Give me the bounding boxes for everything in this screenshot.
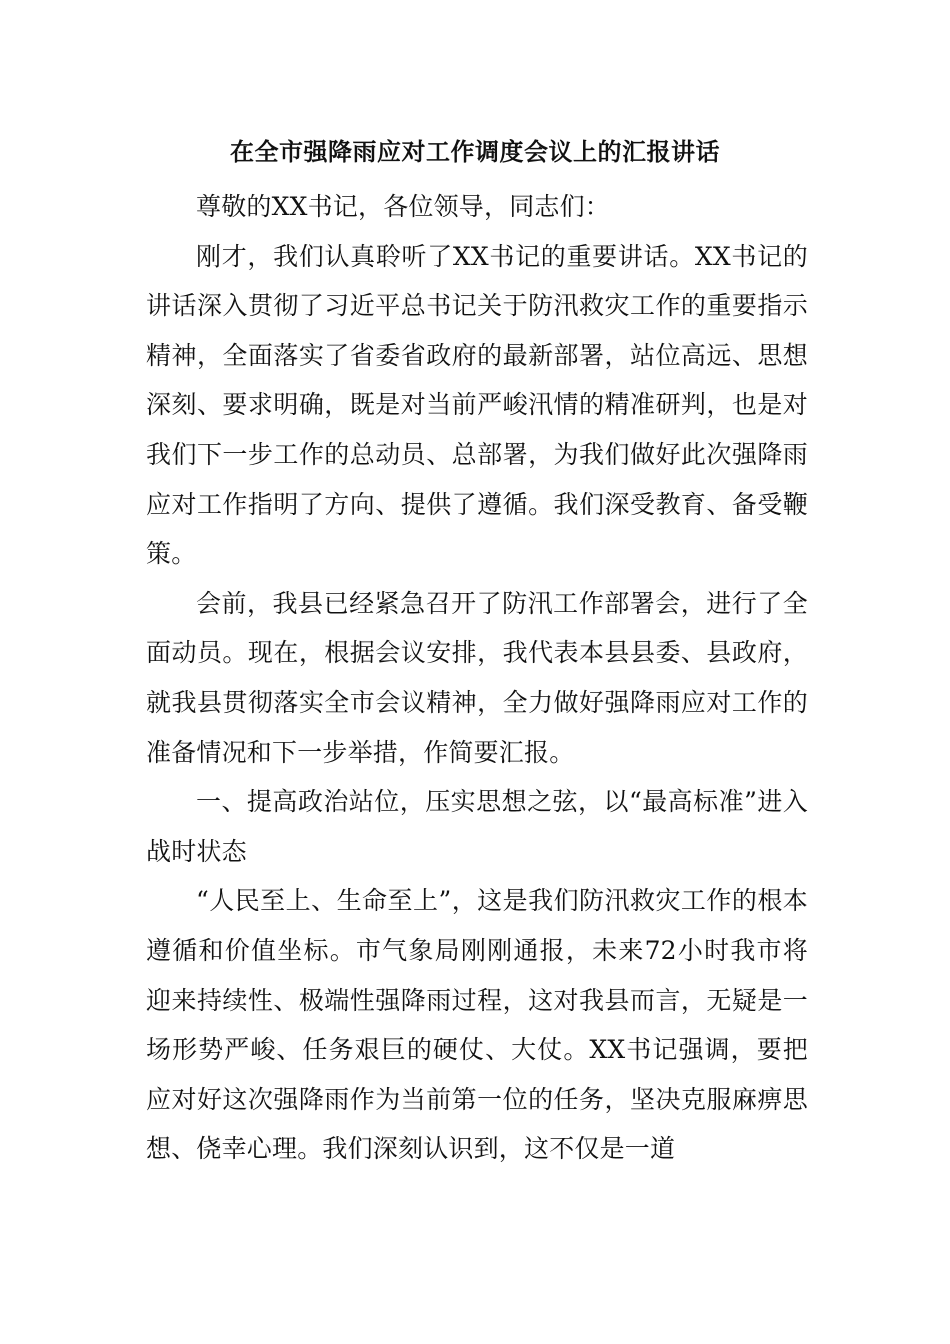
document-body xyxy=(146,182,808,1174)
body-paragraph: 会前，我县已经紧急召开了防汛工作部署会，进行了全面动员。现在，根据会议安排，我代表本县县委、县政府，就我县贯彻落实全市会议精神，全力做好强降雨应对工作的准备情况和下一步举措，作简要汇报。 xyxy=(146,588,808,767)
document-title: 在全市强降雨应对工作调度会议上的汇报讲话 xyxy=(230,137,720,166)
salutation-paragraph: 尊敬的XX书记，各位领导，同志们： xyxy=(196,192,610,221)
body-paragraph: 刚才，我们认真聆听了XX书记的重要讲话。XX书记的讲话深入贯彻了习近平总书记关于防汛救灾工作的重要指示精神，全面落实了省委省政府的最新部署，站位高远、思想深刻、要求明确，既是对当前严峻汛情的精准研判，也是对我们下一步工作的总动员、总部署，为我们做好此次强降雨应对工作指明了方向、提供了遵循。我们深受教育、备受鞭策。 xyxy=(146,241,808,569)
section-heading: 一、提高政治站位，压实思想之弦，以“最高标准”进入战时状态 xyxy=(146,787,808,866)
body-paragraph: “人民至上、生命至上”，这是我们防汛救灾工作的根本遵循和价值坐标。市气象局刚刚通报，未来72小时我市将迎来持续性、极端性强降雨过程，这对我县而言，无疑是一场形势严峻、任务艰巨的硬仗、大仗。XX书记强调，要把应对好这次强降雨作为当前第一位的任务，坚决克服麻痹思想、侥幸心理。我们深刻认识到，这不仅是一道 xyxy=(146,886,808,1164)
